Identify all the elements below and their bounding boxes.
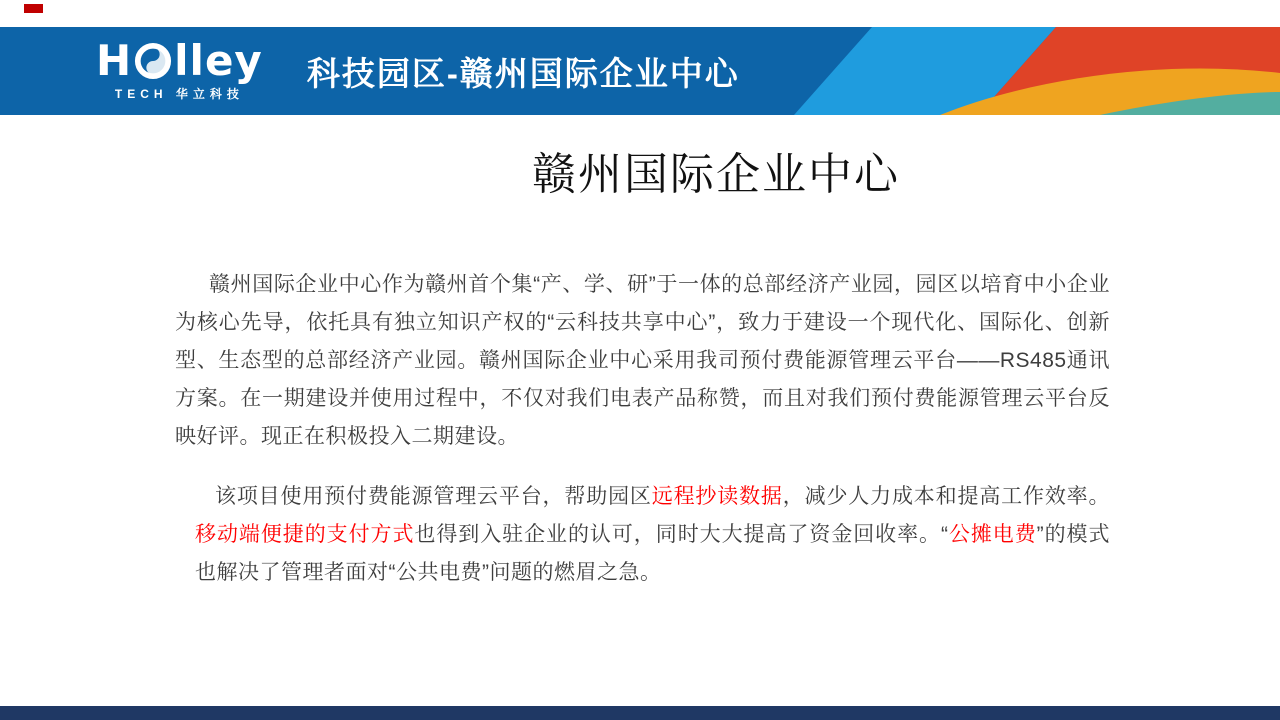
text-run: ”的模式也解决了管理者面对“公共电费”问题的燃眉之急。	[195, 523, 1110, 584]
highlight-shared-electricity: 公摊电费	[948, 523, 1037, 546]
logo-swirl-o-icon	[134, 42, 172, 80]
text-run: 该项目使用预付费能源管理云平台，帮助园区	[215, 485, 652, 508]
highlight-remote-reading: 远程抄读数据	[651, 485, 783, 508]
page-title: 赣州国际企业中心	[532, 150, 900, 199]
text-run: ，减少人力成本和提高工作效率。	[782, 485, 1111, 508]
logo-letters-lley: lley	[174, 36, 263, 85]
top-left-red-marker	[24, 4, 43, 13]
paragraph-intro: 赣州国际企业中心作为赣州首个集“产、学、研”于一体的总部经济产业园，园区以培育中小企业为核心先导，依托具有独立知识产权的“云科技共享中心”，致力于建设一个现代化、国际化、创新型、生态型的总部经济产业园。赣州国际企业中心采用我司预付费能源管理云平台——RS485通讯方案。在一期建设并使用过程中，不仅对我们电表产品称赞，而且对我们预付费能源管理云平台反映好评。现正在积极投入二期建设。	[175, 273, 1110, 448]
holley-logo-wordmark	[96, 36, 263, 85]
holley-logo	[96, 36, 263, 102]
logo-letter-h: H	[96, 36, 133, 85]
header-content	[0, 27, 1100, 115]
header-section-title: 科技园区-赣州国际企业中心	[306, 54, 740, 92]
paragraph-benefits	[195, 478, 1110, 592]
text-run: 也得到入驻企业的认可，同时大大提高了资金回收率。“	[414, 523, 949, 546]
top-white-strip	[0, 0, 1280, 27]
slide-header-bar	[0, 27, 1280, 115]
logo-subtitle: TECH 华立科技	[114, 87, 244, 101]
slide-footer-bar	[0, 706, 1280, 720]
highlight-mobile-payment: 移动端便捷的支付方式	[195, 523, 415, 546]
